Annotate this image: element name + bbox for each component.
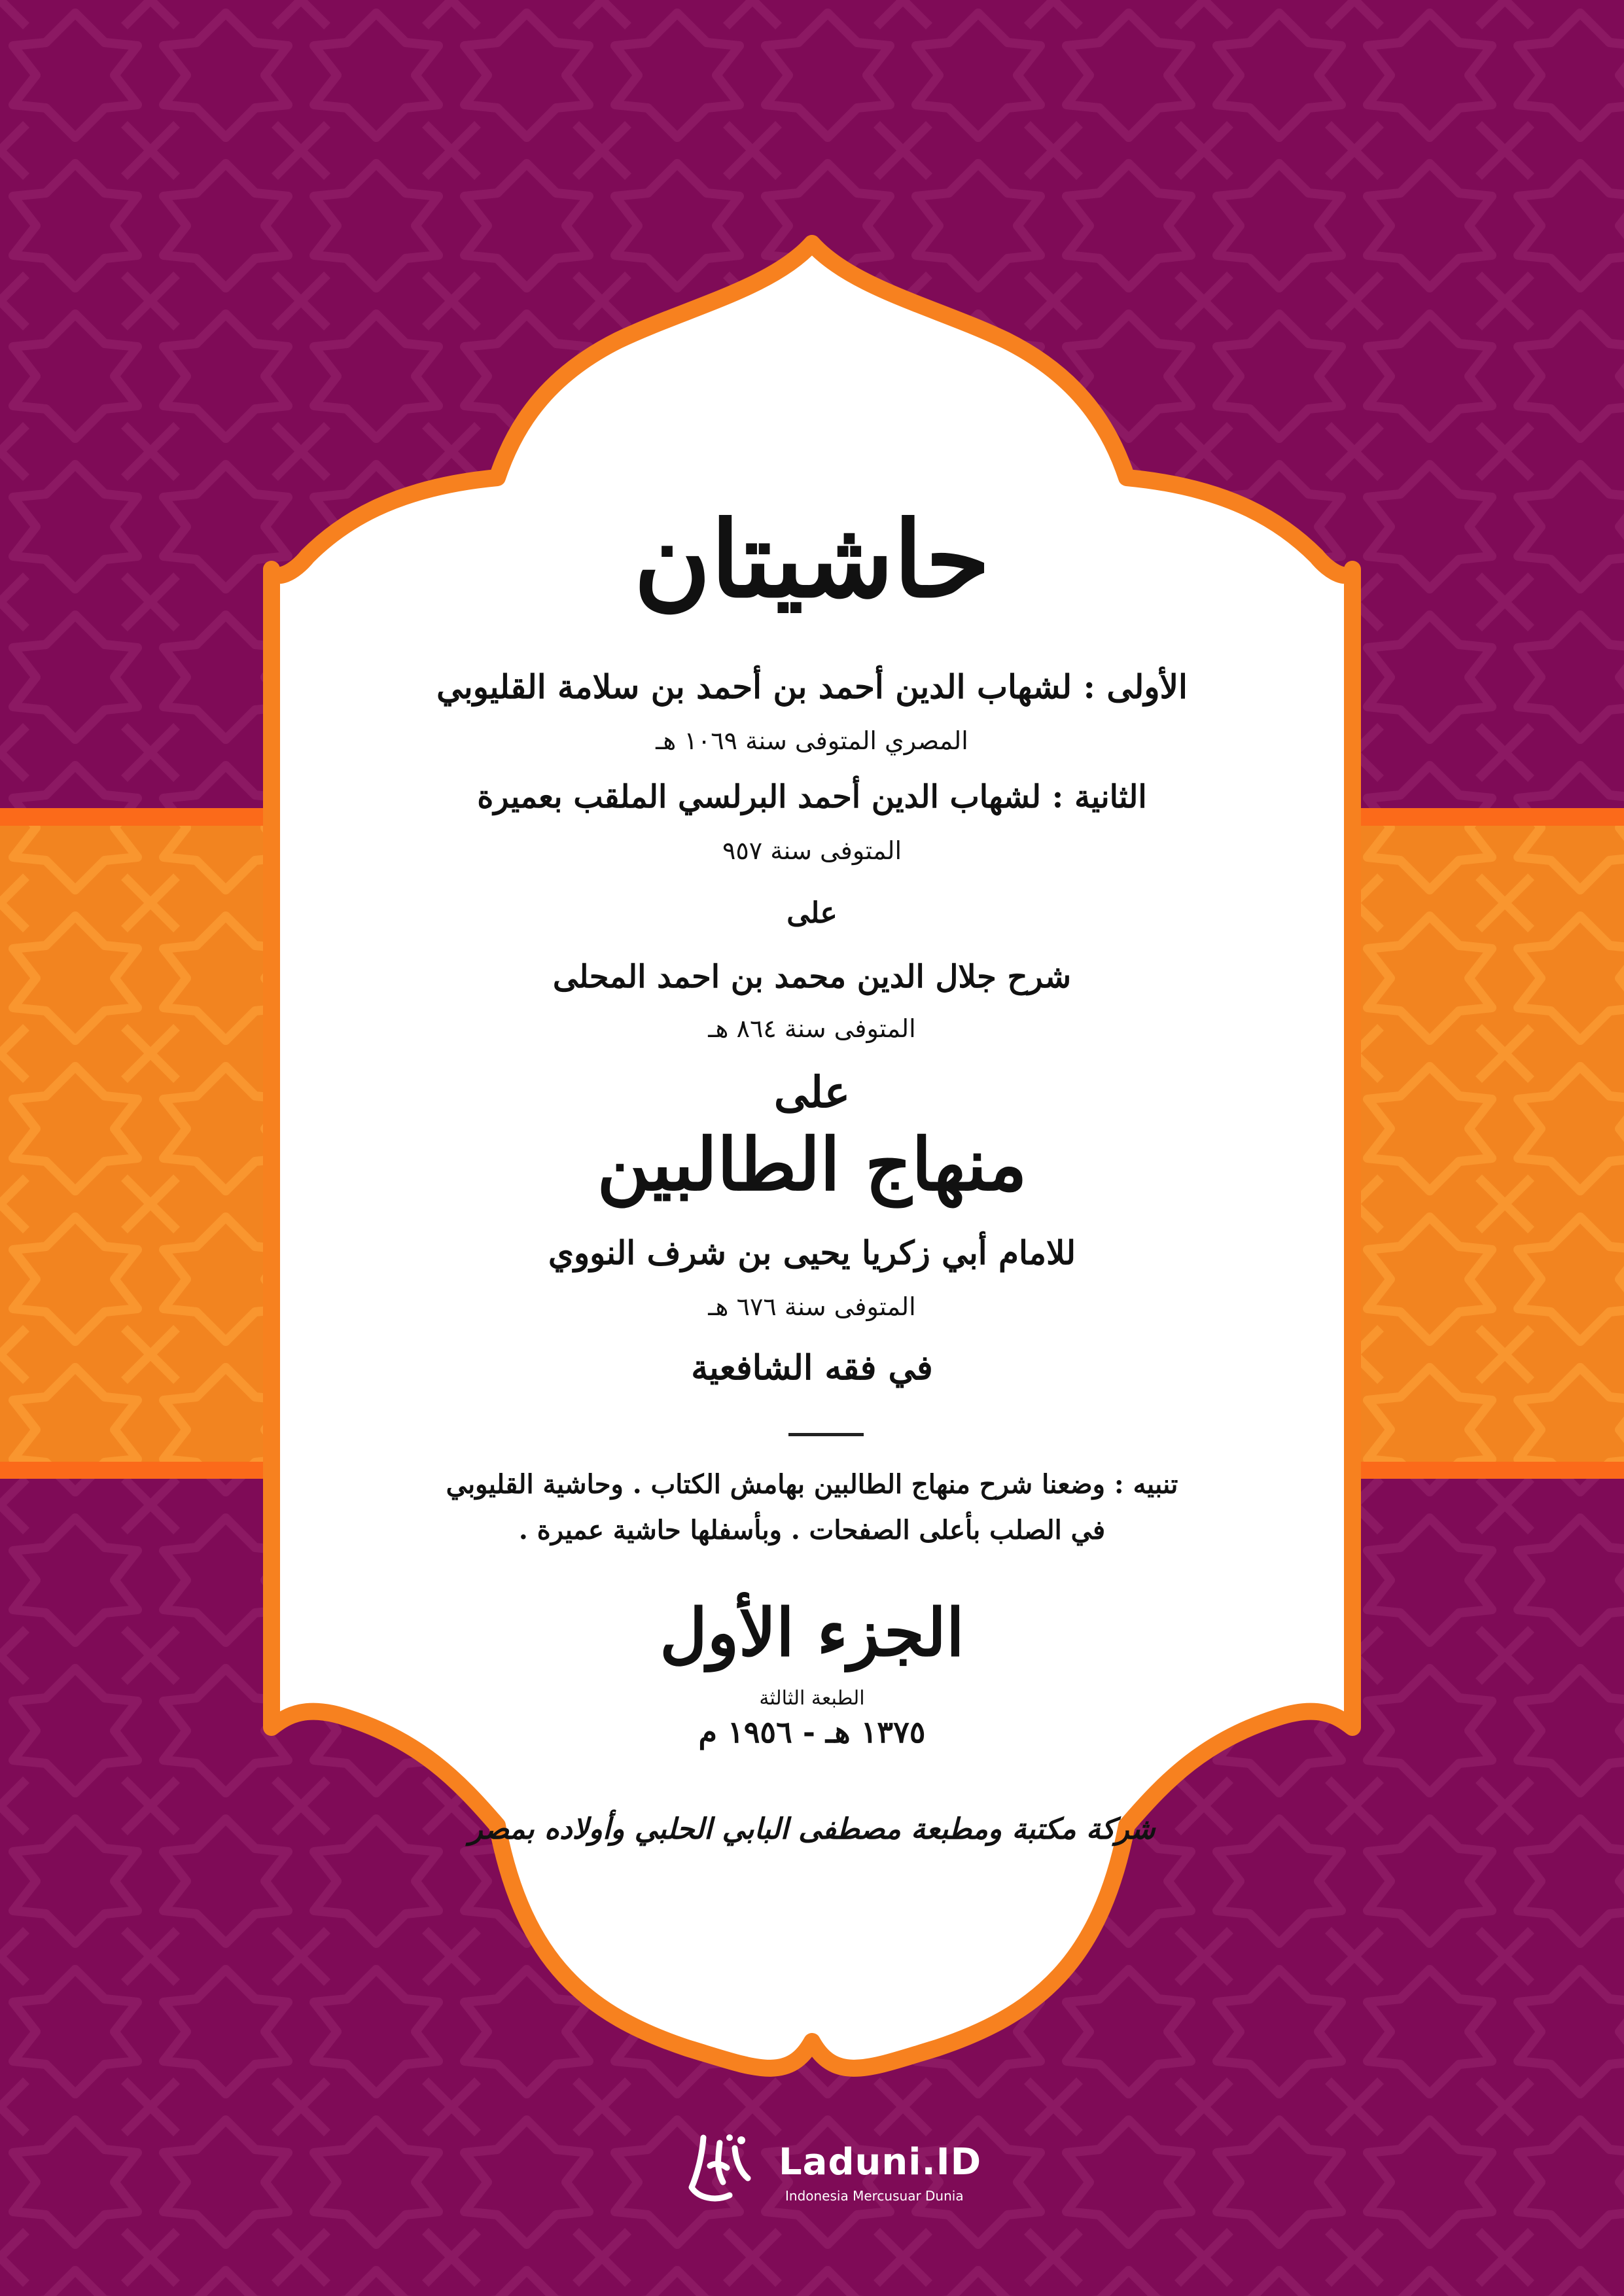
brand-name: Laduni.ID — [779, 2141, 982, 2183]
note-line-2: في الصلب بأعلى الصفحات . وبأسفلها حاشية عميرة . — [518, 1515, 1106, 1545]
book-title: حاشيتان — [633, 498, 991, 621]
note-line-1: تنبيه : وضعنا شرح منهاج الطالبين بهامش الكتاب . وحاشية القليوبي — [446, 1469, 1178, 1500]
second-annotator: الثانية : لشهاب الدين أحمد البرلسي الملقب بعميرة — [477, 779, 1147, 815]
commentary-death: المتوفى سنة ٨٦٤ هـ — [708, 1014, 916, 1043]
volume-label: الجزء الأول — [660, 1594, 964, 1671]
edition-label: الطبعة الثالثة — [759, 1687, 865, 1710]
main-author: للامام أبي زكريا يحيى بن شرف النووي — [548, 1233, 1076, 1272]
publication-year: ١٣٧٥ هـ - ١٩٥٦ م — [698, 1714, 926, 1750]
subject-line: في فقه الشافعية — [691, 1348, 933, 1388]
laduni-calligraphy-logo-icon — [684, 2130, 756, 2208]
connector-ala-large: على — [773, 1067, 851, 1118]
commentary-title: شرح جلال الدين محمد بن احمد المحلى — [552, 959, 1072, 995]
connector-ala-small: على — [786, 896, 838, 930]
main-author-death: المتوفى سنة ٦٧٦ هـ — [708, 1292, 916, 1321]
brand-tagline: Indonesia Mercusuar Dunia — [785, 2188, 964, 2204]
first-annotator-death: المصري المتوفى سنة ١٠٦٩ هـ — [656, 726, 968, 755]
main-work-title: منهاج الطالبين — [597, 1122, 1027, 1207]
second-annotator-death: المتوفى سنة ٩٥٧ — [722, 836, 902, 865]
first-annotator: الأولى : لشهاب الدين أحمد بن أحمد بن سلامة القليوبي — [436, 667, 1188, 706]
publisher-name: شركة مكتبة ومطبعة مصطفى البابي الحلبي وأولاده بمصر — [468, 1812, 1156, 1846]
divider-line — [788, 1433, 864, 1436]
